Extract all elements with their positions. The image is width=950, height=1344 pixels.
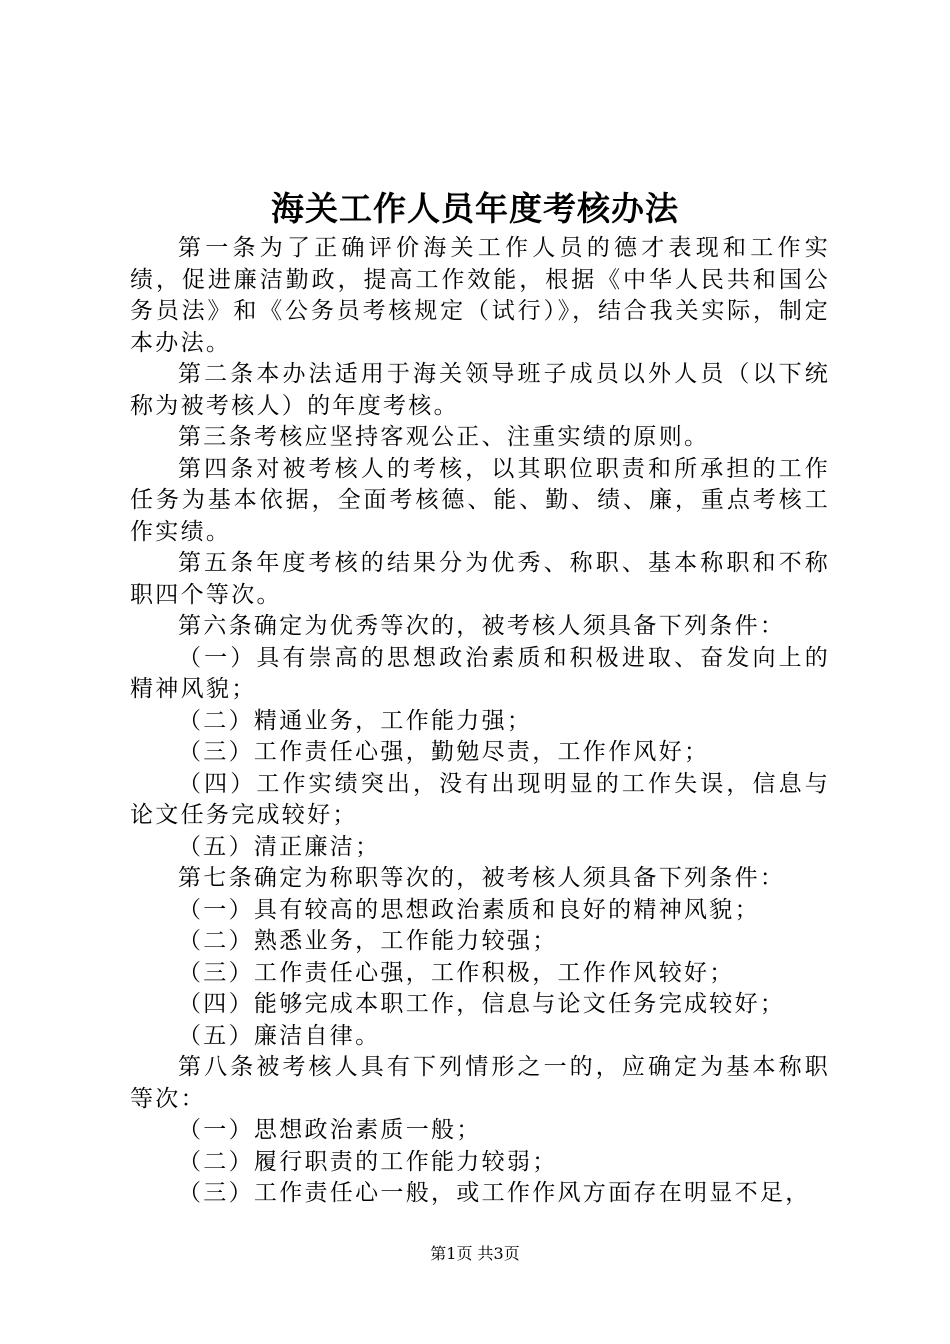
article-7-item-4: （四）能够完成本职工作，信息与论文任务完成较好； <box>178 991 786 1017</box>
article-6-item-4: （四）工作实绩突出，没有出现明显的工作失误，信息与论文任务完成较好； <box>130 770 830 828</box>
article-5-paragraph: 第五条年度考核的结果分为优秀、称职、基本称职和不称职四个等次。 <box>130 550 830 608</box>
article-7-item-2: （二）熟悉业务，工作能力较强； <box>178 928 558 954</box>
article-8-paragraph: 第八条被考核人具有下列情形之一的，应确定为基本称职等次： <box>130 1054 830 1112</box>
article-7-item-1: （一）具有较高的思想政治素质和良好的精神风貌； <box>178 896 760 923</box>
article-6-item-1: （一）具有崇高的思想政治素质和积极进取、奋发向上的精神风貌； <box>130 644 830 702</box>
article-6-item-2: （二）精通业务，工作能力强； <box>178 707 533 734</box>
article-7-item-3: （三）工作责任心强，工作积极，工作作风较好； <box>178 959 735 986</box>
article-6-item-3: （三）工作责任心强，勤勉尽责，工作作风好； <box>178 739 710 765</box>
article-4-paragraph: 第四条对被考核人的考核，以其职位职责和所承担的工作任务为基本依据，全面考核德、能、勤、绩、廉，重点考核工作实绩。 <box>130 455 830 545</box>
page-number-footer: 第1页 共3页 <box>430 1244 520 1263</box>
article-3-paragraph: 第三条考核应坚持客观公正、注重实绩的原则。 <box>178 424 710 450</box>
article-7-paragraph: 第七条确定为称职等次的，被考核人须具备下列条件： <box>178 865 786 891</box>
article-7-item-5: （五）廉洁自律。 <box>178 1022 381 1049</box>
document-title: 海关工作人员年度考核办法 <box>271 189 679 228</box>
article-8-item-2: （二）履行职责的工作能力较弱； <box>178 1148 558 1175</box>
article-2-paragraph: 第二条本办法适用于海关领导班子成员以外人员（以下统称为被考核人）的年度考核。 <box>130 361 830 419</box>
article-6-item-5: （五）清正廉洁； <box>178 833 381 860</box>
article-8-item-3: （三）工作责任心一般，或工作作风方面存在明显不足， <box>178 1180 811 1206</box>
article-6-paragraph: 第六条确定为优秀等次的，被考核人须具备下列条件： <box>178 613 786 639</box>
document-body <box>130 233 830 1210</box>
article-8-item-1: （一）思想政治素质一般； <box>178 1117 482 1143</box>
article-1-paragraph: 第一条为了正确评价海关工作人员的德才表现和工作实绩，促进廉洁勤政，提高工作效能，根据《中华人民共和国公务员法》和《公务员考核规定（试行）》，结合我关实际，制定本办法。 <box>130 235 830 356</box>
